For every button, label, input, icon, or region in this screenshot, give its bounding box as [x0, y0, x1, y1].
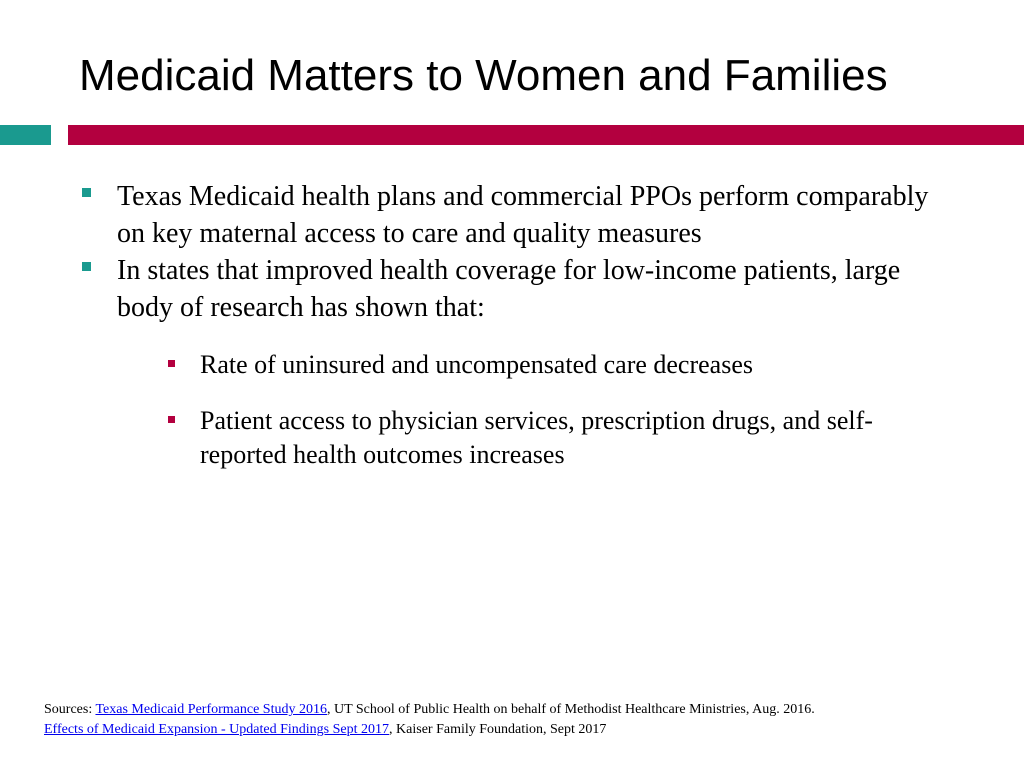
bullet-text: Texas Medicaid health plans and commercial PPOs perform comparably on key maternal access to care and quality measures	[117, 181, 929, 249]
sub-bullet-text: Rate of uninsured and uncompensated care decreases	[200, 350, 753, 379]
title-underline-teal-accent	[0, 125, 51, 145]
bullet-item	[79, 178, 949, 252]
bullet-list	[79, 178, 949, 472]
square-bullet-icon	[82, 188, 91, 197]
square-bullet-icon	[168, 416, 175, 423]
square-bullet-icon	[82, 262, 91, 271]
sub-bullet-text: Patient access to physician services, prescription drugs, and self-reported health outcomes increases	[200, 406, 873, 469]
slide-title: Medicaid Matters to Women and Families	[79, 51, 888, 100]
source-link-kff-medicaid-expansion[interactable]: Effects of Medicaid Expansion - Updated Findings Sept 2017	[44, 722, 390, 737]
sub-bullet-item	[163, 404, 940, 472]
source-citation-text: , Kaiser Family Foundation, Sept 2017	[389, 722, 607, 737]
title-underline-crimson-bar	[68, 125, 1024, 145]
square-bullet-icon	[168, 360, 175, 367]
bullet-item	[79, 252, 949, 472]
source-link-texas-medicaid-study[interactable]: Texas Medicaid Performance Study 2016	[95, 702, 327, 717]
sub-bullet-item	[163, 348, 940, 382]
bullet-text: In states that improved health coverage for low-income patients, large body of research has shown that:	[117, 255, 901, 323]
sources-footnote	[44, 700, 1004, 740]
source-citation-text: , UT School of Public Health on behalf of Methodist Healthcare Ministries, Aug. 2016.	[326, 702, 815, 717]
sub-bullet-list	[117, 348, 949, 472]
sources-prefix: Sources:	[44, 702, 96, 717]
